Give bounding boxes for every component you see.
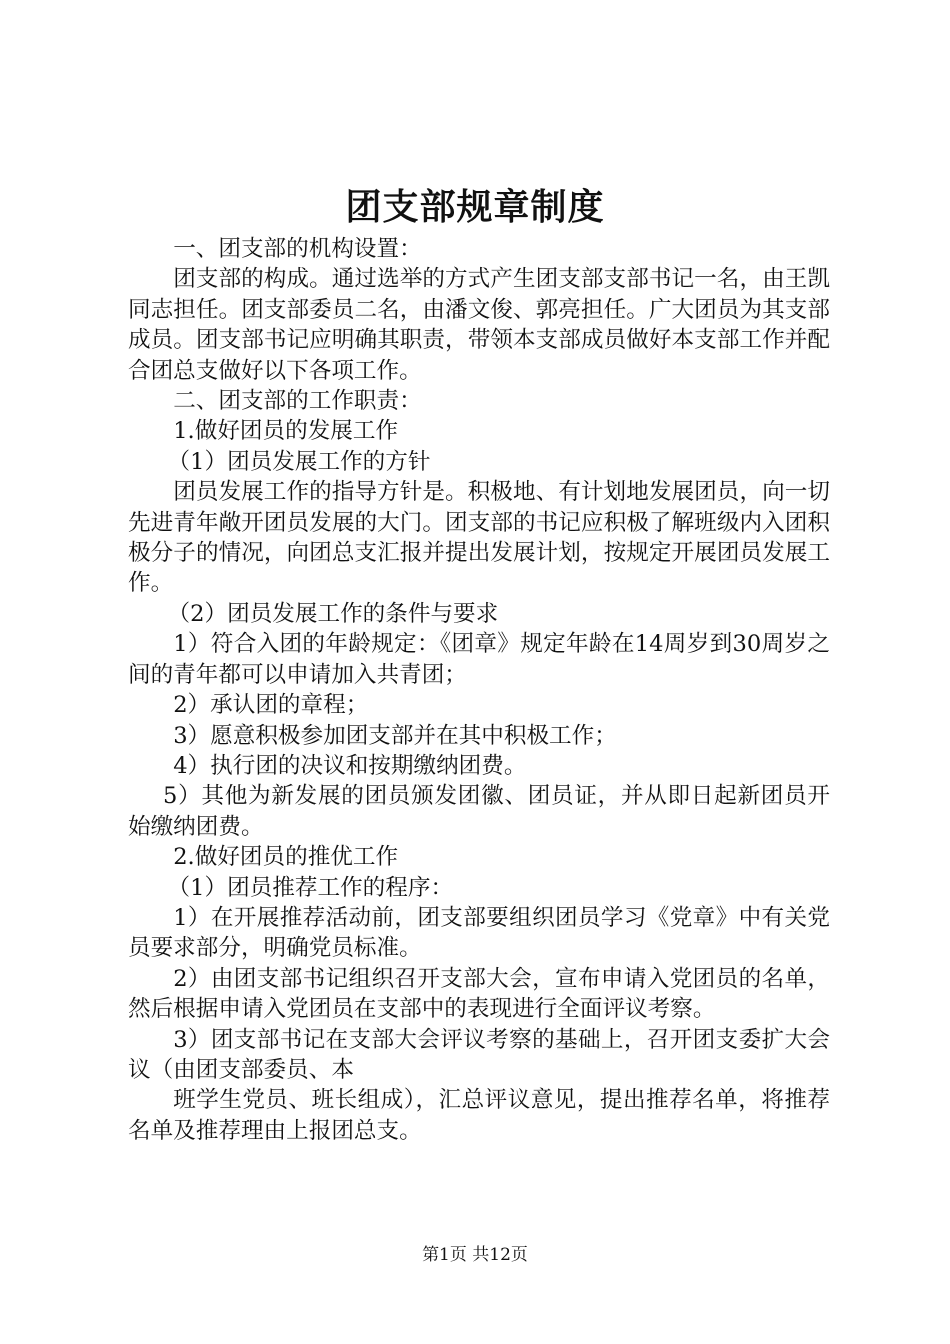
section-heading-1: 一、团支部的机构设置： — [173, 236, 422, 262]
document-title: 团支部规章制度 — [345, 186, 605, 228]
list-item-heading: （2）团员发展工作的条件与要求 — [167, 600, 499, 627]
page-number-footer: 第1页 共12页 — [422, 1245, 528, 1265]
list-item-heading: （1）团员发展工作的方针 — [167, 448, 431, 475]
subsection-heading: 1.做好团员的发展工作 — [173, 418, 399, 445]
paragraph: 班学生党员、班长组成），汇总评议意见，提出推荐名单，将推荐名单及推荐理由上报团总支。 — [128, 1087, 830, 1144]
section-heading-2: 二、团支部的工作职责： — [173, 388, 422, 415]
list-item: 1）符合入团的年龄规定：《团章》规定年龄在14周岁到30周岁之间的青年都可以申请加入共青团； — [128, 631, 830, 688]
subsection-heading: 2.做好团员的推优工作 — [173, 844, 399, 871]
document-body — [128, 234, 830, 1146]
list-item: 3）愿意积极参加团支部并在其中积极工作； — [173, 722, 617, 749]
list-item-heading: （1）团员推荐工作的程序： — [167, 874, 454, 901]
list-item: 1）在开展推荐活动前，团支部要组织团员学习《党章》中有关党员要求部分，明确党员标准。 — [128, 904, 830, 962]
list-item: 2）承认团的章程； — [173, 692, 369, 719]
paragraph: 团员发展工作的指导方针是。积极地、有计划地发展团员，向一切先进青年敞开团员发展的大门。团支部的书记应积极了解班级内入团积极分子的情况，向团总支汇报并提出发展计划，按规定开展团员发展工作。 — [128, 479, 830, 597]
paragraph: 团支部的构成。通过选举的方式产生团支部支部书记一名，由王凯同志担任。团支部委员二名，由潘文俊、郭亮担任。广大团员为其支部成员。团支部书记应明确其职责，带领本支部成员做好本支部工作并配合团总支做好以下各项工作。 — [128, 266, 830, 384]
list-item: 5）其他为新发展的团员颁发团徽、团员证，并从即日起新团员开始缴纳团费。 — [128, 783, 830, 840]
list-item: 4）执行团的决议和按期缴纳团费。 — [173, 752, 527, 779]
list-item: 2）由团支部书记组织召开支部大会，宣布申请入党团员的名单，然后根据申请入党团员在支部中的表现进行全面评议考察。 — [128, 965, 830, 1023]
list-item: 3）团支部书记在支部大会评议考察的基础上，召开团支委扩大会议（由团支部委员、本 — [128, 1026, 830, 1083]
